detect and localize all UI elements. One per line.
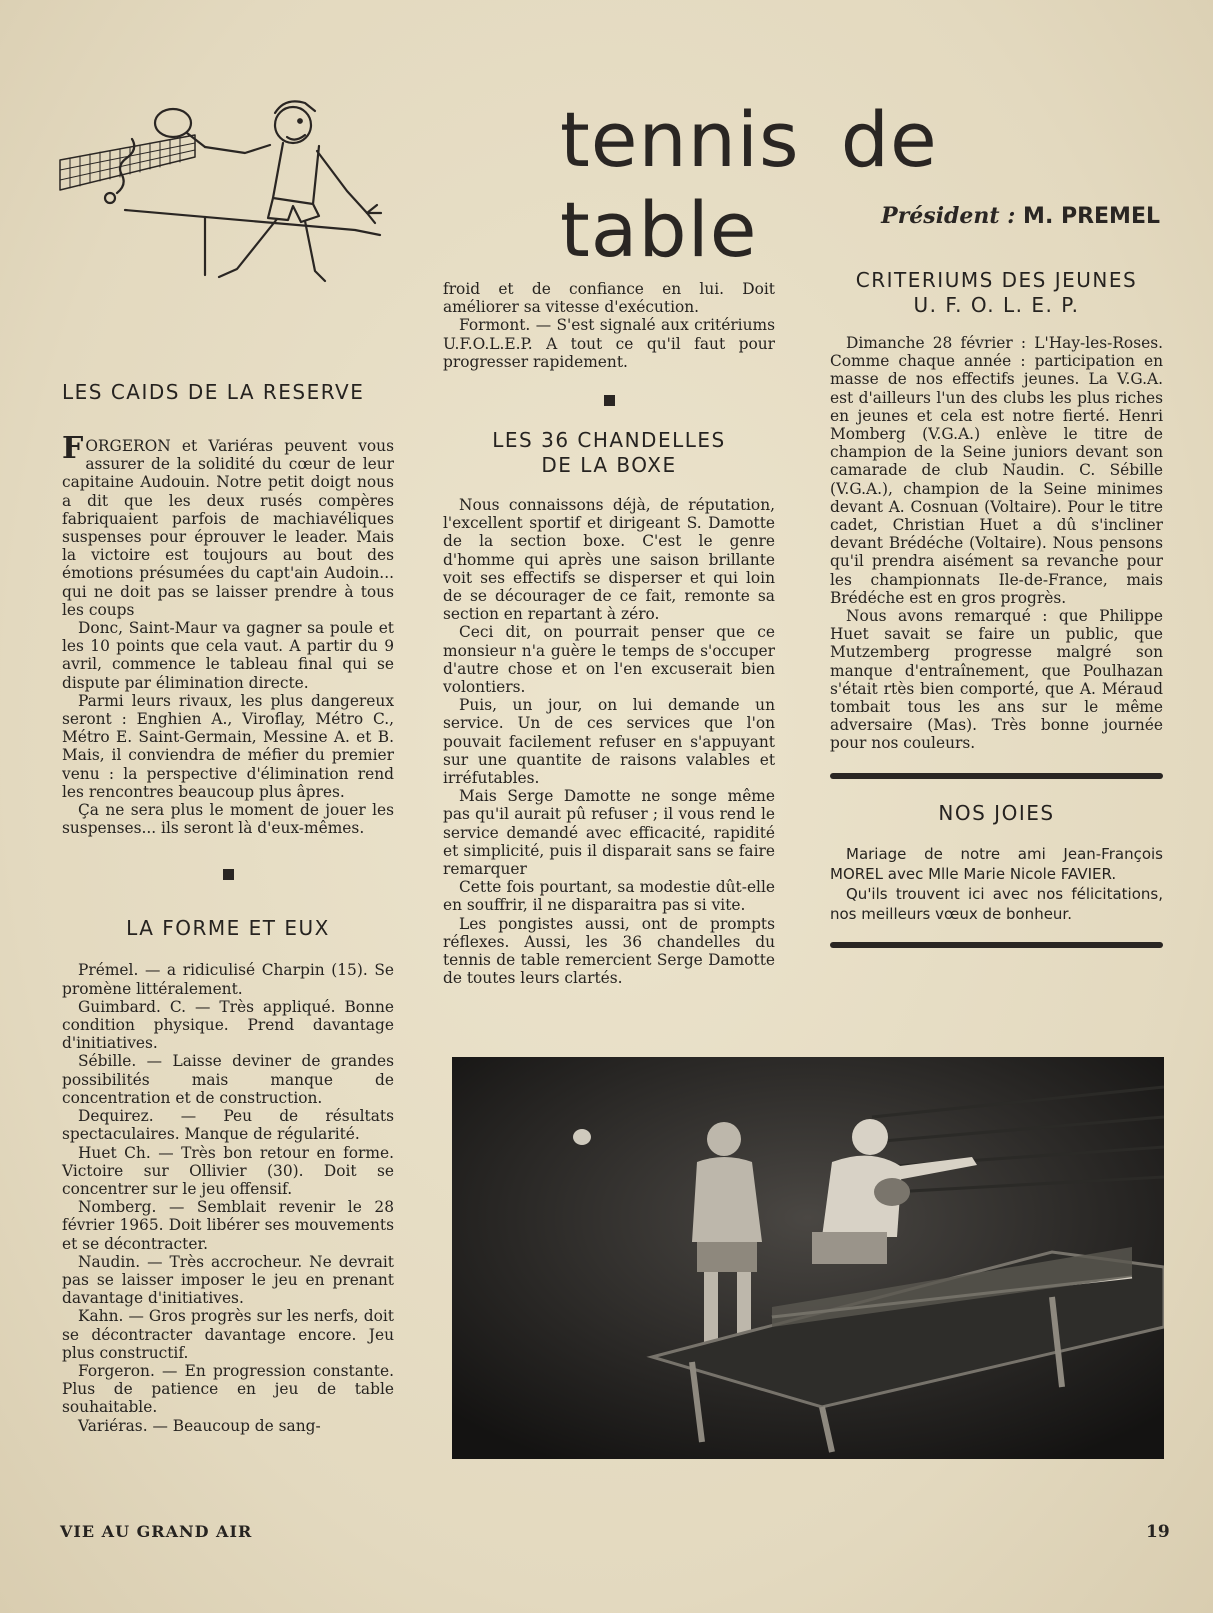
horizontal-rule (830, 942, 1163, 948)
paragraph: Nous avons remarqué : que Philippe Huet savait se faire un public, que Mutzemberg progresse malgré son manque d'entraînement, que Poulhazan s'était rtès bien comporté, que A. Méraud tombait tous les ans sur le même adversaire (Mas). Très bonne journée pour nos couleurs. (830, 607, 1163, 753)
heading-chandelles-line2: DE LA BOXE (541, 453, 677, 478)
paragraph: Qu'ils trouvent ici avec nos félicitations, nos meilleurs vœux de bonheur. (830, 884, 1163, 923)
paragraph: Guimbard. C. — Très appliqué. Bonne condition physique. Prend davantage d'initiatives. (62, 997, 394, 1053)
section-separator-square (223, 869, 234, 880)
paragraph: Variéras. — Beaucoup de sang- (78, 1416, 321, 1435)
paragraph: Puis, un jour, on lui demande un service. Un de ces services que l'on pouvait facilement refuser en s'appuyant sur une quantite de raisons valables et irréfutables. (443, 696, 775, 788)
heading-caids: LES CAIDS DE LA RESERVE (62, 380, 365, 404)
paragraph: Naudin. — Très accrocheur. Ne devrait pas se laisser imposer le jeu en prenant davantage d'initiatives. (62, 1252, 394, 1308)
president-line (820, 203, 1160, 229)
paragraph: Forgeron. — En progression constante. Plus de patience en jeu de table souhaitable. (62, 1361, 394, 1417)
president-name: M. PREMEL (1023, 204, 1160, 229)
paragraph: Huet Ch. — Très bon retour en forme. Victoire sur Ollivier (30). Doit se concentrer sur le jeu offensif. (62, 1143, 394, 1198)
section-forme (62, 961, 394, 1434)
section-joies (830, 844, 1163, 924)
paragraph: Mais Serge Damotte ne songe même pas qu'il aurait pû refuser ; il vous rend le service demandé avec efficacité, rapidité et simplicité, puis il disparait sans se faire remarquer (443, 787, 775, 879)
paragraph: Ça ne sera plus le moment de jouer les suspenses... ils seront là d'eux-mêmes. (62, 801, 394, 838)
paragraph: Kahn. — Gros progrès sur les nerfs, doit se décontracter davantage encore. Jeu plus constructif. (62, 1307, 394, 1362)
paragraph: Nomberg. — Semblait revenir le 28 février 1965. Doit libérer ses mouvements et se décontracter. (62, 1198, 394, 1253)
drop-cap: F (62, 431, 84, 466)
page-title: tennis de table (560, 95, 938, 274)
horizontal-rule (830, 773, 1163, 779)
president-label: Président : (881, 203, 1016, 229)
paragraph: Parmi leurs rivaux, les plus dangereux seront : Enghien A., Viroflay, Métro C., Métro E. Saint-Germain, Messine A. et B. Mais, il conviendra de méfier du premier venu : la perspective d'élimination rend les rencontres beaucoup plus âpres. (62, 691, 394, 801)
paragraph: Prémel. — a ridiculisé Charpin (15). Se promène littéralement. (62, 961, 394, 998)
section-criteriums (830, 334, 1163, 753)
paragraph: Dequirez. — Peu de résultats spectaculaires. Manque de régularité. (62, 1107, 394, 1144)
table-tennis-photo (452, 1057, 1164, 1459)
section-separator-square (604, 395, 615, 406)
column-right (830, 268, 1163, 948)
heading-criteriums-line1: CRITERIUMS DES JEUNES (855, 268, 1138, 292)
paragraph: Donc, Saint-Maur va gagner sa poule et les 10 points que cela vaut. A partir du 9 avril, commence le tableau final qui se dispute par élimination directe. (62, 619, 394, 692)
paragraph: Ceci dit, on pourrait penser que ce monsieur n'a guère le temps de s'occuper d'autre chose et on l'en excuserait bien volontiers. (443, 623, 775, 697)
paragraph: Dimanche 28 février : L'Hay-les-Roses. Comme chaque année : participation en masse de nos effectifs jeunes. La V.G.A. est d'ailleurs l'un des clubs les plus riches en jeunes et cela est notre fierté. Henri Momberg (V.G.A.) enlève le titre de champion de la Seine juniors devant son camarade de club Naudin. C. Sébille (V.G.A.), champion de la Seine minimes devant A. Cosnuan (Voltaire). Pour le titre cadet, Christian Huet a dû s'incliner devant Brédéche (Voltaire). Nous pensons qu'il prendra aisément sa revanche pour les championnats Ile-de-France, mais Brédéche est en gros progrès. (830, 334, 1163, 607)
section-chandelles (443, 496, 775, 987)
paragraph: Formont. — S'est signalé aux critériums U.F.O.L.E.P. A tout ce qu'il faut pour progresser rapidement. (443, 316, 775, 371)
paragraph: FORGERON et Variéras peuvent vous assurer de la solidité du cœur de leur capitaine Audouin. Notre petit doigt nous a dit que les deux rusés compères fabriquaient parfois de machiavéliques suspenses pour éprouver le leader. Mais la victoire est toujours au bout des émotions présumées du capt'ain Audoin... qui ne doit pas se laisser prendre à tous les coups (62, 431, 394, 619)
column-left (62, 380, 394, 1435)
column-middle (443, 280, 775, 988)
paragraph: Sébille. — Laisse deviner de grandes possibilités mais manque de concentration et de construction. (62, 1052, 394, 1107)
magazine-name: VIE AU GRAND AIR (60, 1522, 253, 1541)
heading-forme: LA FORME ET EUX (126, 916, 330, 941)
paragraph: Nous connaissons déjà, de réputation, l'excellent sportif et dirigeant S. Damotte de la section boxe. C'est le genre d'homme qui après une saison brillante voit ses effectifs se disperser et qui loin de se décourager de ce fait, remonte sa section en repartant à zéro. (443, 496, 775, 624)
ping-pong-player-cartoon (55, 95, 395, 310)
paragraph: Cette fois pourtant, sa modestie dût-elle en souffrir, il ne disparaitra pas si vite. (443, 878, 775, 915)
paragraph: Mariage de notre ami Jean-François MOREL avec Mlle Marie Nicole FAVIER. (830, 844, 1163, 883)
page-number: 19 (1146, 1522, 1170, 1542)
heading-chandelles-line1: LES 36 CHANDELLES (492, 428, 726, 453)
heading-criteriums-line2: U. F. O. L. E. P. (913, 293, 1080, 317)
paragraph: froid et de confiance en lui. Doit améliorer sa vitesse d'exécution. (443, 280, 775, 317)
heading-joies: NOS JOIES (938, 800, 1055, 825)
section-caids (62, 431, 394, 838)
paragraph: Les pongistes aussi, ont de prompts réflexes. Aussi, les 36 chandelles du tennis de table remercient Serge Damotte de toutes leurs clartés. (443, 914, 775, 988)
